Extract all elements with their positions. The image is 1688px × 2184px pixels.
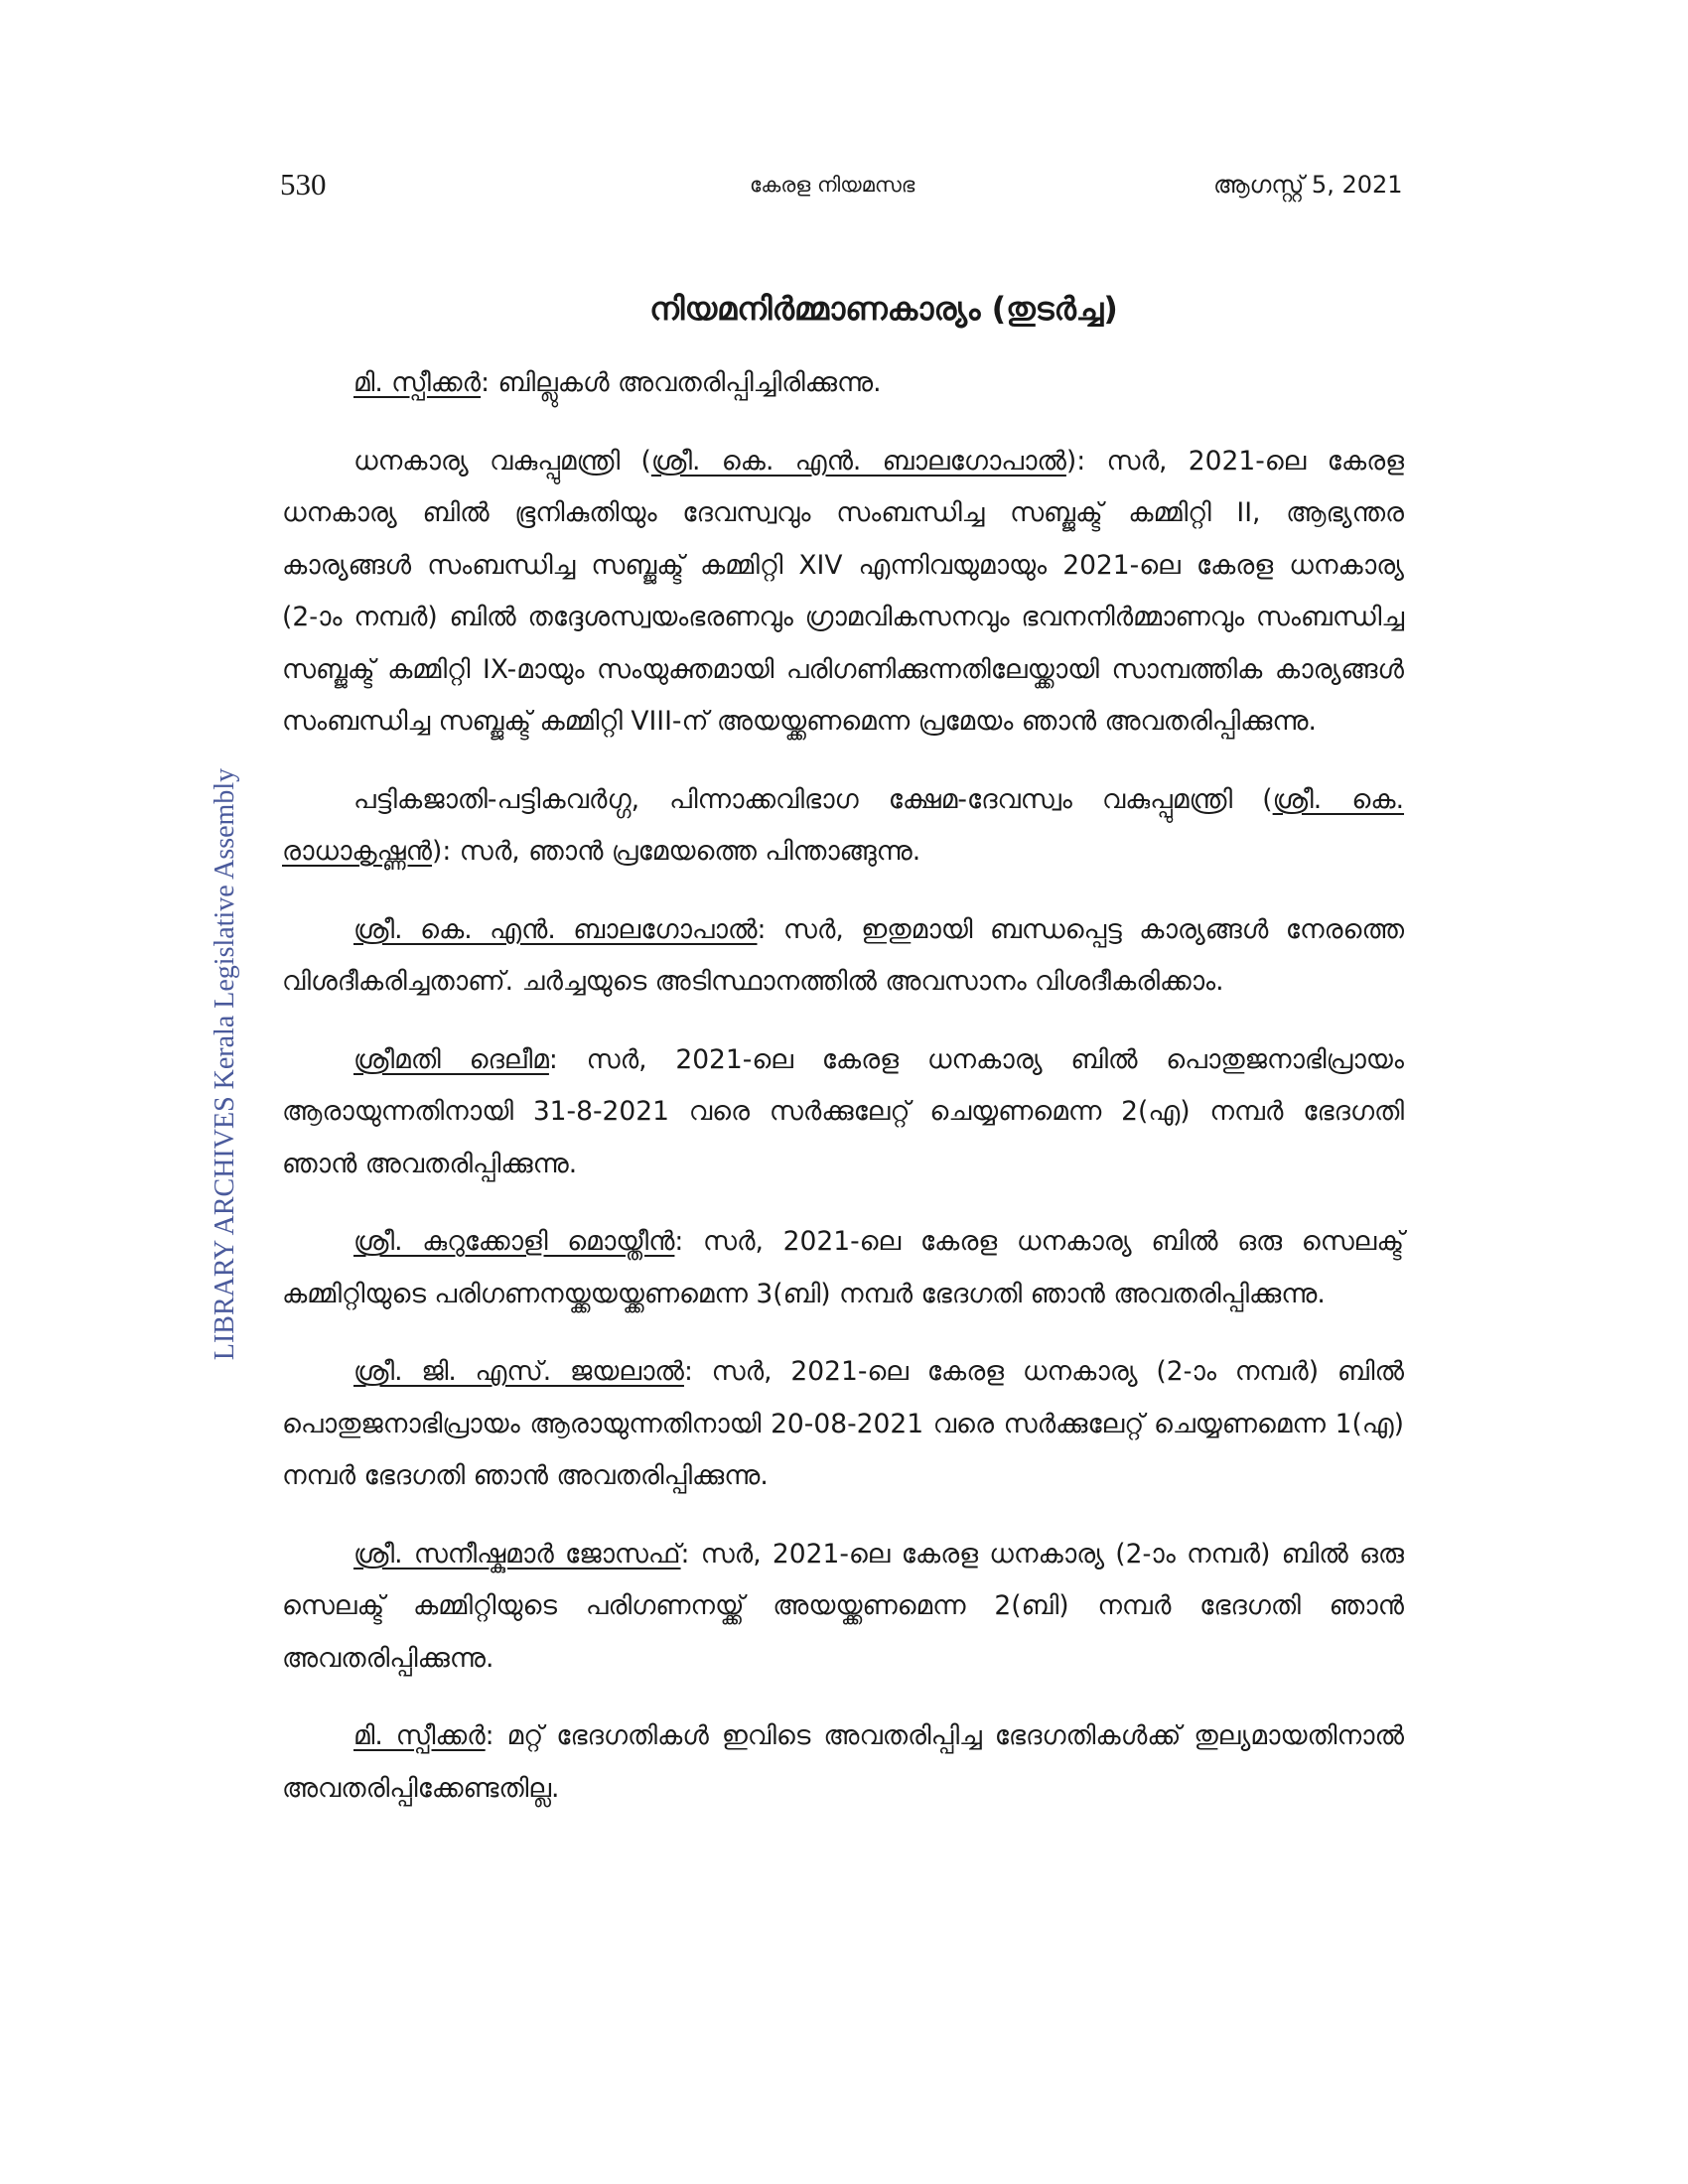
paragraph: ശ്രീ. ജി. എസ്. ജയലാൽ: സർ, 2021-ലെ കേരള ധനകാര്യ (2-ാം നമ്പർ) ബിൽ പൊതുജനാഭിപ്രായം ആരായുന്നതിനായി 20-08-2021 വരെ സർക്കുലേറ്റ് ചെയ്യണമെന്ന 1(എ) നമ്പർ ഭേദഗതി ഞാൻ അവതരിപ്പിക്കുന്നു. xyxy=(282,1356,1404,1491)
speaker-name: മി. സ്പീക്കർ xyxy=(353,1720,486,1751)
speaker-name: ശ്രീ. കെ. എൻ. ബാലഗോപാൽ xyxy=(353,913,758,945)
page-number: 530 xyxy=(280,167,327,202)
paragraph: പട്ടികജാതി-പട്ടികവർഗ്ഗ, പിന്നാക്കവിഭാഗ ക്ഷേമ-ദേവസ്വം വകുപ്പുമന്ത്രി (ശ്രീ. കെ. രാധാകൃഷ്ണൻ): സർ, ഞാൻ പ്രമേയത്തെ പിന്താങ്ങുന്നു. xyxy=(282,783,1405,867)
speaker-name: മി. സ്പീക്കർ xyxy=(353,367,482,398)
paragraph: മി. സ്പീക്കർ: ബില്ലുകൾ അവതരിപ്പിച്ചിരിക്കുന്നു. xyxy=(353,367,882,398)
archive-watermark: LIBRARY ARCHIVES Kerala Legislative Assembly xyxy=(210,767,240,1361)
paragraph: മി. സ്പീക്കർ: മറ്റ് ഭേദഗതികൾ ഇവിടെ അവതരിപ്പിച്ച ഭേദഗതികൾക്ക് തുല്യമായതിനാൽ അവതരിപ്പിക്കേണ്ടതില്ല. xyxy=(282,1720,1404,1804)
header-date: ആഗസ്റ്റ് 5, 2021 xyxy=(1213,171,1403,199)
paragraph: ശ്രീ. കെ. എൻ. ബാലഗോപാൽ: സർ, ഇതുമായി ബന്ധപ്പെട്ട കാര്യങ്ങൾ നേരത്തെ വിശദീകരിച്ചതാണ്. ചർച്ചയുടെ അടിസ്ഥാനത്തിൽ അവസാനം വിശദീകരിക്കാം. xyxy=(282,913,1404,997)
speaker-name: ശ്രീ. കെ. രാധാകൃഷ്ണൻ xyxy=(282,783,1405,867)
speaker-name: ശ്രീ. കെ. എൻ. ബാലഗോപാൽ xyxy=(650,445,1066,477)
speaker-name: ശ്രീ. ജി. എസ്. ജയലാൽ xyxy=(353,1356,684,1387)
page-header xyxy=(0,167,1688,206)
section-title: നിയമനിർമ്മാണകാര്യം (തുടർച്ച) xyxy=(649,290,1118,328)
speaker-name: ശ്രീമതി ദെലീമ xyxy=(353,1043,549,1075)
running-title: കേരള നിയമസഭ xyxy=(750,173,915,197)
speaker-name: ശ്രീ. സനീഷ്കുമാർ ജോസഫ് xyxy=(353,1538,681,1570)
paragraph: ശ്രീ. സനീഷ്കുമാർ ജോസഫ്: സർ, 2021-ലെ കേരള ധനകാര്യ (2-ാം നമ്പർ) ബിൽ ഒരു സെലക്ട് കമ്മിറ്റിയുടെ പരിഗണനയ്ക്ക് അയയ്ക്കണമെന്ന 2(ബി) നമ്പർ ഭേദഗതി ഞാൻ അവതരിപ്പിക്കുന്നു. xyxy=(282,1538,1404,1674)
paragraph: ശ്രീ. കുറുക്കോളി മൊയ്തീൻ: സർ, 2021-ലെ കേരള ധനകാര്യ ബിൽ ഒരു സെലക്ട് കമ്മിറ്റിയുടെ പരിഗണനയ്ക്കയയ്ക്കണമെന്ന 3(ബി) നമ്പർ ഭേദഗതി ഞാൻ അവതരിപ്പിക്കുന്നു. xyxy=(282,1226,1404,1309)
proceedings-body xyxy=(282,357,1404,1841)
paragraph: ധനകാര്യ വകുപ്പുമന്ത്രി (ശ്രീ. കെ. എൻ. ബാലഗോപാൽ): സർ, 2021-ലെ കേരള ധനകാര്യ ബിൽ ഭൂനികുതിയും ദേവസ്വവും സംബന്ധിച്ച സബ്ജക്ട് കമ്മിറ്റി II, ആഭ്യന്തര കാര്യങ്ങൾ സംബന്ധിച്ച സബ്ജക്ട് കമ്മിറ്റി XIV എന്നിവയുമായും 2021-ലെ കേരള ധനകാര്യ (2-ാം നമ്പർ) ബിൽ തദ്ദേശസ്വയംഭരണവും ഗ്രാമവികസനവും ഭവനനിർമ്മാണവും സംബന്ധിച്ച സബ്ജക്ട് കമ്മിറ്റി IX-മായും സംയുക്തമായി പരിഗണിക്കുന്നതിലേയ്ക്കായി സാമ്പത്തിക കാര്യങ്ങൾ സംബന്ധിച്ച സബ്ജക്ട് കമ്മിറ്റി VIII-ന് അയയ്ക്കണമെന്ന പ്രമേയം ഞാൻ അവതരിപ്പിക്കുന്നു. xyxy=(282,445,1404,737)
paragraph: ശ്രീമതി ദെലീമ: സർ, 2021-ലെ കേരള ധനകാര്യ ബിൽ പൊതുജനാഭിപ്രായം ആരായുന്നതിനായി 31-8-2021 വരെ സർക്കുലേറ്റ് ചെയ്യണമെന്ന 2(എ) നമ്പർ ഭേദഗതി ഞാൻ അവതരിപ്പിക്കുന്നു. xyxy=(282,1043,1404,1179)
speaker-name: ശ്രീ. കുറുക്കോളി മൊയ്തീൻ xyxy=(353,1226,675,1257)
